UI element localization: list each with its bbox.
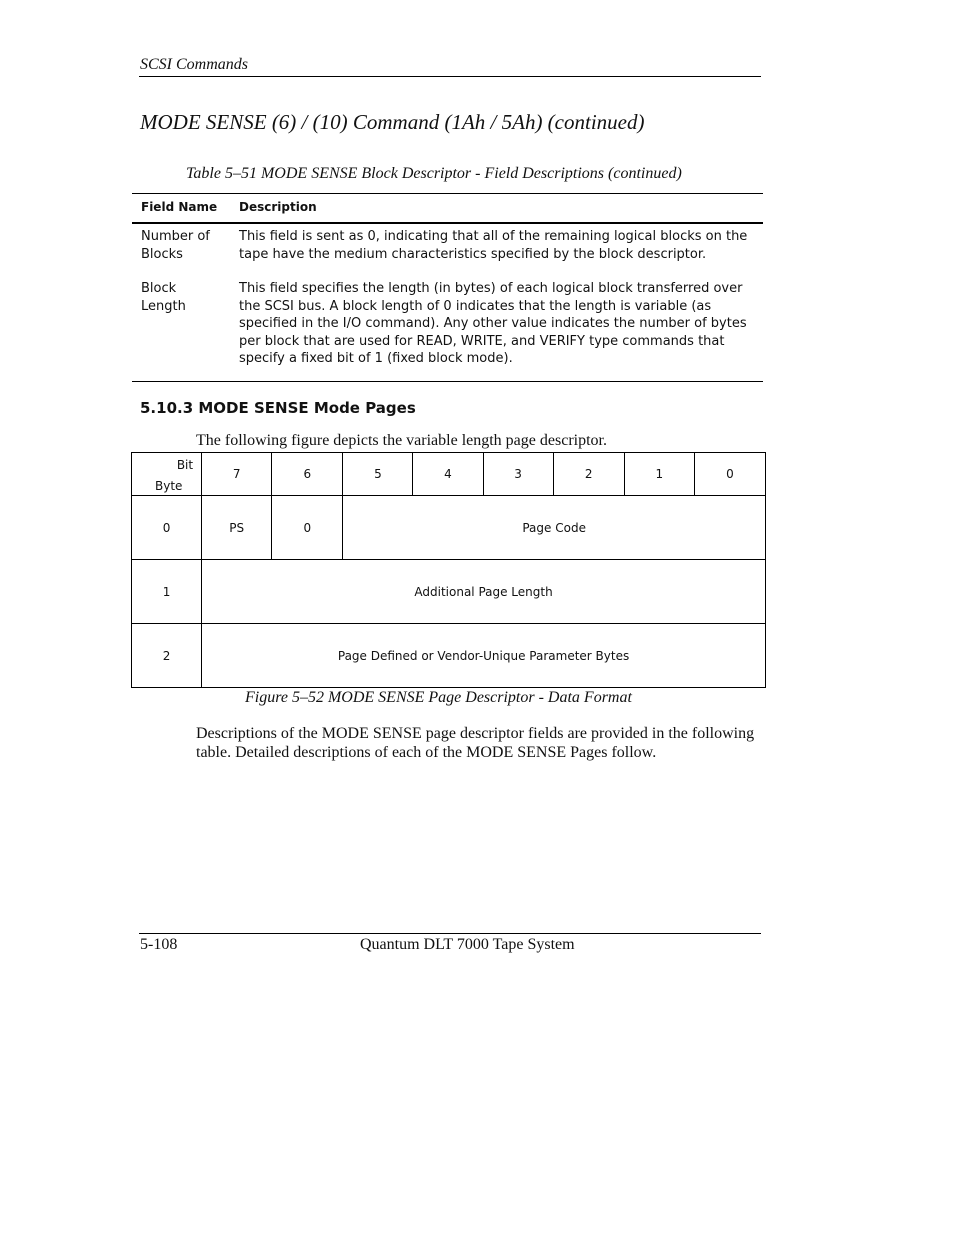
field-description-table [132,193,763,382]
page-title: MODE SENSE (6) / (10) Command (1Ah / 5Ah) (continued) [140,110,645,134]
bit-number-cell: 7 [202,453,272,496]
byte-row [132,624,766,688]
section-heading: 5.10.3 MODE SENSE Mode Pages [140,399,416,417]
table-row [132,276,763,381]
intro-text: The following figure depicts the variable length page descriptor. [196,432,607,449]
figure-caption: Figure 5–52 MODE SENSE Page Descriptor - Data Format [245,689,632,706]
header-rule [139,76,761,77]
parameter-bytes-field-cell: Page Defined or Vendor-Unique Parameter Bytes [202,624,766,688]
table-header-row [132,194,763,224]
byte-label: Byte [155,479,183,493]
description-paragraph: Descriptions of the MODE SENSE page descriptor fields are provided in the following table. Detailed descriptions of each of the MODE SENSE Pages follow. [196,725,755,761]
running-header: SCSI Commands [140,56,249,73]
column-header-field-name: Field Name [132,194,230,224]
byte-row [132,560,766,624]
footer-rule [139,933,761,934]
bit-number-cell: 1 [624,453,694,496]
bit-number-cell: 2 [553,453,624,496]
bit-number-cell: 5 [343,453,413,496]
bit-label: Bit [176,458,194,472]
bit-number-cell: 0 [694,453,765,496]
bit-number-cell: 4 [413,453,483,496]
page-code-field-cell: Page Code [343,496,766,560]
bit-byte-corner-cell [132,453,202,496]
footer-product-name: Quantum DLT 7000 Tape System [360,936,575,953]
additional-page-length-field-cell: Additional Page Length [202,560,766,624]
field-description-cell: This field is sent as 0, indicating that all of the remaining logical blocks on the tape have the medium characteristics specified by the block descriptor. [239,229,748,262]
field-name-cell: Number of Blocks [141,229,210,262]
footer-page-number: 5-108 [140,936,178,953]
byte-number-cell: 1 [132,560,202,624]
bit-number-cell: 6 [272,453,343,496]
reserved-bit-cell: 0 [272,496,343,560]
field-name-cell: Block Length [132,276,230,381]
byte-number-cell: 0 [132,496,202,560]
table-caption: Table 5–51 MODE SENSE Block Descriptor - Field Descriptions (continued) [186,165,682,182]
ps-field-cell: PS [202,496,272,560]
byte-row [132,496,766,560]
table-row [132,223,763,276]
bit-header-row [132,453,766,496]
byte-number-cell: 2 [132,624,202,688]
bit-number-cell: 3 [483,453,553,496]
field-description-cell: This field specifies the length (in bytes) of each logical block transferred over the SCSI bus. A block length of 0 indicates that the length is variable (as specified in the I/O command). Any other value indicates the number of bytes per block that are used for READ, WRITE, and VERIFY type commands that specify a fixed bit of 1 (fixed block mode). [230,276,763,381]
column-header-description: Description [230,194,763,224]
page-descriptor-grid [131,452,766,688]
